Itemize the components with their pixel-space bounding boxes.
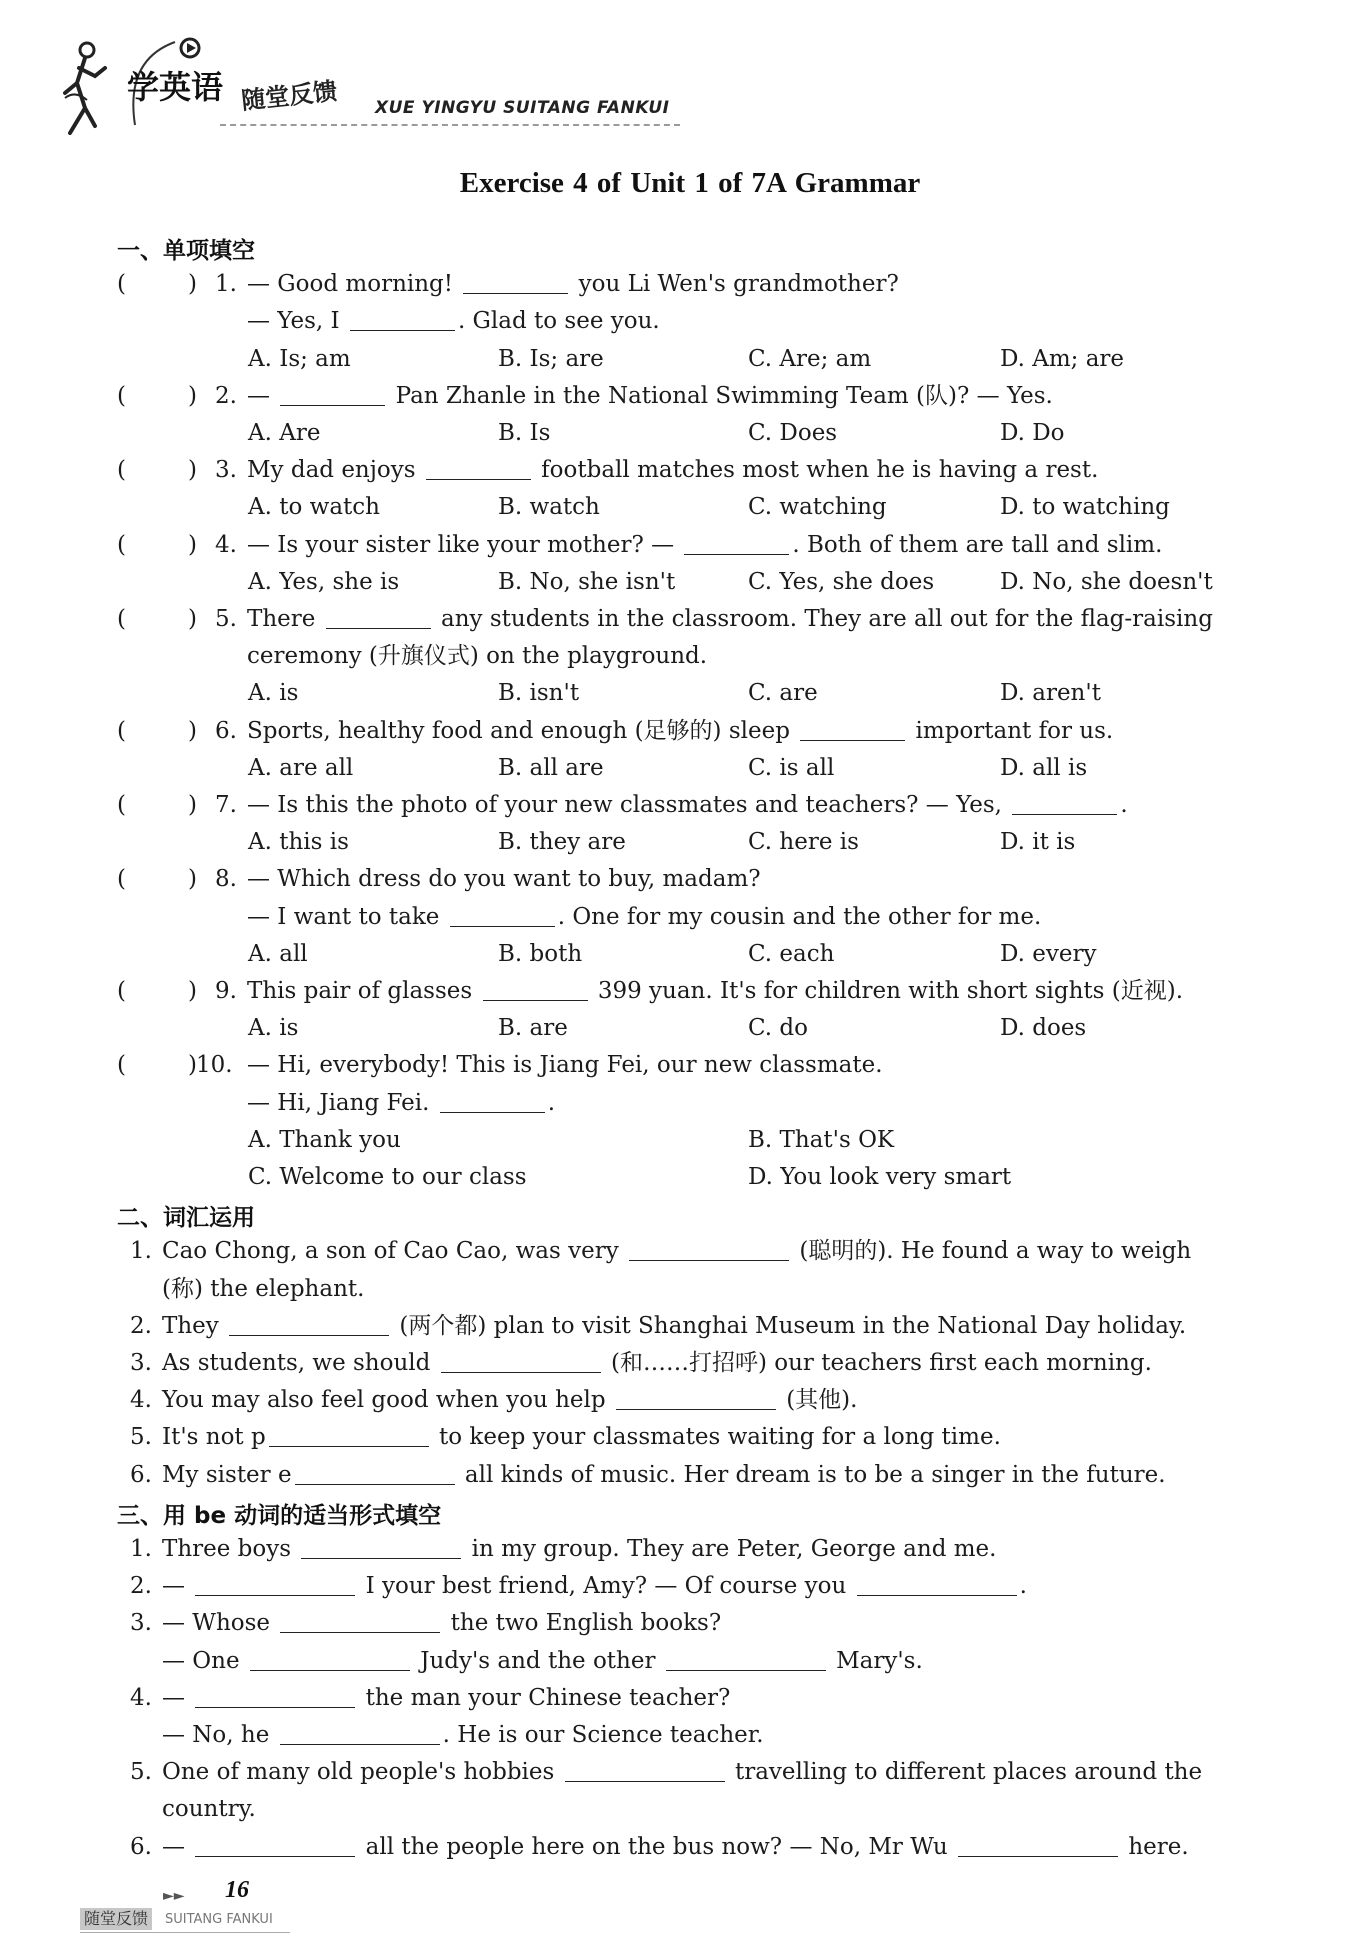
item-number: 4. <box>130 1387 152 1414</box>
line-text: You may also feel good when you help <box>162 1387 613 1414</box>
line-text: — <box>162 1573 193 1600</box>
answer-blank[interactable] <box>483 978 588 1001</box>
line-text: (和……打招呼) our teachers first each morning. <box>603 1350 1152 1376</box>
answer-box[interactable] <box>132 716 182 746</box>
brand-chinese: 学英语 <box>127 68 224 106</box>
line-text: . Glad to see you. <box>457 308 660 335</box>
question-text <box>247 455 1098 485</box>
answer-paren-left: ( <box>117 978 126 1004</box>
item-text <box>162 1534 996 1564</box>
option[interactable]: D. every <box>1000 940 1097 967</box>
answer-paren-right: ) <box>188 457 197 484</box>
line-text: . Both of them are tall and slim. <box>792 531 1163 558</box>
option[interactable]: D. aren't <box>1000 680 1101 707</box>
answer-blank[interactable] <box>857 1573 1017 1596</box>
question-text <box>247 864 761 894</box>
line-text: to keep your classmates waiting for a long time. <box>431 1424 1001 1451</box>
line-text: travelling to different places around the <box>727 1759 1203 1786</box>
line-text: any students in the classroom. They are all out for the flag-raising <box>433 606 1213 632</box>
option[interactable]: B. all are <box>498 754 604 781</box>
option[interactable]: A. Yes, she is <box>248 568 400 595</box>
answer-blank[interactable] <box>565 1759 725 1782</box>
item-text <box>162 1274 364 1304</box>
option[interactable]: B. Is; are <box>498 345 604 372</box>
answer-box[interactable] <box>132 269 182 299</box>
line-text: — One <box>162 1647 247 1674</box>
line-text: important for us. <box>908 717 1114 744</box>
option[interactable]: B. No, she isn't <box>498 568 676 595</box>
option[interactable]: C. are <box>748 680 818 707</box>
answer-blank[interactable] <box>958 1834 1118 1857</box>
line-text: Cao Chong, a son of Cao Cao, was very <box>162 1238 627 1265</box>
brand-english: XUE YINGYU SUITANG FANKUI <box>375 98 670 118</box>
answer-paren-right: ) <box>188 531 197 558</box>
option[interactable]: C. Welcome to our class <box>248 1164 527 1190</box>
item-text <box>162 1348 1152 1378</box>
line-text: Three boys <box>162 1536 299 1562</box>
question-number: 7. <box>215 792 237 818</box>
answer-blank[interactable] <box>280 1610 440 1633</box>
answer-blank[interactable] <box>250 1648 410 1671</box>
page-number: 16 <box>225 1877 249 1903</box>
option[interactable]: C. Yes, she does <box>748 568 935 595</box>
question-number: 8. <box>215 866 237 893</box>
line-text: One of many old people's hobbies <box>162 1759 562 1786</box>
answer-paren-right: ) <box>188 978 197 1004</box>
item-text <box>162 1646 923 1676</box>
line-text: Pan Zhanle in the National Swimming Team (队)? — Yes. <box>388 382 1053 409</box>
line-text: — Yes, I <box>247 308 347 335</box>
line-text: . <box>1019 1573 1027 1600</box>
answer-paren-left: ( <box>117 606 126 632</box>
option[interactable]: C. watching <box>748 494 887 521</box>
item-text <box>162 1571 1027 1601</box>
option[interactable]: C. each <box>748 940 835 967</box>
answer-paren-left: ( <box>117 382 126 409</box>
option[interactable]: D. does <box>1000 1015 1087 1042</box>
answer-blank[interactable] <box>616 1387 776 1410</box>
answer-blank[interactable] <box>463 271 568 294</box>
line-text: ceremony (升旗仪式) on the playground. <box>247 643 708 670</box>
line-text: — <box>162 1684 193 1711</box>
line-text: There <box>247 606 323 632</box>
item-text <box>162 1460 1166 1490</box>
line-text: . <box>547 1089 556 1116</box>
footer-badge: 随堂反馈 <box>80 1908 152 1930</box>
answer-box[interactable] <box>132 530 182 560</box>
section-heading: 三、用 be 动词的适当形式填空 <box>117 1502 442 1529</box>
question-number: 1. <box>215 271 237 298</box>
header-divider <box>220 124 680 126</box>
question-text <box>247 381 1053 411</box>
option[interactable]: B. are <box>498 1015 568 1042</box>
option[interactable]: D. Am; are <box>1000 345 1125 372</box>
line-text: 399 yuan. It's for children with short sights (近视). <box>590 978 1184 1004</box>
line-text: As students, we should <box>162 1350 438 1376</box>
question-text <box>247 530 1162 560</box>
answer-blank[interactable] <box>195 1685 355 1708</box>
line-text: — <box>162 1833 193 1860</box>
option[interactable]: A. are all <box>248 754 354 781</box>
line-text: . One for my cousin and the other for me. <box>557 903 1042 930</box>
option[interactable]: D. You look very smart <box>748 1164 1012 1190</box>
answer-paren-left: ( <box>117 717 126 744</box>
answer-box[interactable] <box>132 381 182 411</box>
line-text: — Is this the photo of your new classmates and teachers? — Yes, <box>247 792 1010 818</box>
footer-divider <box>80 1932 290 1933</box>
question-number: 6. <box>215 717 237 744</box>
line-text: My sister e <box>162 1461 292 1488</box>
answer-blank[interactable] <box>195 1573 355 1596</box>
item-text <box>162 1385 857 1415</box>
line-text: They <box>162 1312 227 1339</box>
item-number: 3. <box>130 1610 152 1637</box>
question-text <box>247 716 1113 746</box>
option[interactable]: A. is <box>248 1015 299 1042</box>
item-number: 6. <box>130 1461 152 1488</box>
answer-box[interactable] <box>132 604 182 634</box>
answer-paren-right: ) <box>188 382 197 409</box>
brand-chinese-sub: 随堂反馈 <box>240 77 339 115</box>
item-text <box>162 1757 1202 1787</box>
answer-paren-left: ( <box>117 792 126 818</box>
answer-box[interactable] <box>132 790 182 820</box>
answer-blank[interactable] <box>301 1536 461 1559</box>
question-number: 10. <box>196 1052 233 1079</box>
option[interactable]: C. is all <box>748 754 835 781</box>
line-text: . He is our Science teacher. <box>442 1722 764 1748</box>
line-text: all the people here on the bus now? — No, Mr Wu <box>358 1833 956 1860</box>
line-text: It's not p <box>162 1424 266 1451</box>
line-text: This pair of glasses <box>247 978 480 1004</box>
line-text: (聪明的). He found a way to weigh <box>792 1238 1192 1265</box>
question-number: 5. <box>215 606 237 632</box>
question-number: 9. <box>215 978 237 1004</box>
answer-blank[interactable] <box>1012 792 1117 815</box>
item-number: 3. <box>130 1350 152 1376</box>
answer-paren-left: ( <box>117 457 126 484</box>
answer-paren-left: ( <box>117 1052 126 1079</box>
answer-blank[interactable] <box>426 457 531 480</box>
page-title: Exercise 4 of Unit 1 of 7A Grammar <box>459 167 921 199</box>
answer-paren-left: ( <box>117 271 126 298</box>
answer-blank[interactable] <box>450 904 555 927</box>
line-text: (两个都) plan to visit Shanghai Museum in the National Day holiday. <box>392 1312 1187 1339</box>
line-text: Sports, healthy food and enough (足够的) sleep <box>247 717 798 744</box>
line-text: the man your Chinese teacher? <box>358 1684 731 1711</box>
line-text: Judy's and the other <box>412 1647 663 1674</box>
option[interactable]: C. Are; am <box>748 345 872 372</box>
question-text <box>247 604 1213 634</box>
line-text: Mary's. <box>828 1647 923 1674</box>
item-number: 6. <box>130 1833 152 1860</box>
line-text: — I want to take <box>247 903 447 930</box>
answer-paren-left: ( <box>117 531 126 558</box>
line-text: in my group. They are Peter, George and me. <box>464 1536 997 1562</box>
answer-blank[interactable] <box>269 1424 429 1447</box>
option[interactable]: D. it is <box>1000 829 1076 856</box>
line-text: (称) the elephant. <box>162 1275 365 1302</box>
answer-paren-right: ) <box>188 606 197 632</box>
answer-paren-right: ) <box>188 717 197 744</box>
option[interactable]: D. to watching <box>1000 494 1170 521</box>
answer-blank[interactable] <box>229 1313 389 1336</box>
answer-blank[interactable] <box>295 1462 455 1485</box>
answer-blank[interactable] <box>684 532 789 555</box>
answer-paren-right: ) <box>188 866 197 893</box>
answer-blank[interactable] <box>666 1648 826 1671</box>
option[interactable]: D. No, she doesn't <box>1000 568 1213 595</box>
answer-blank[interactable] <box>280 383 385 406</box>
question-text <box>247 1088 555 1118</box>
line-text: . <box>1120 792 1128 818</box>
question-text <box>247 976 1183 1006</box>
option[interactable]: B. Is <box>498 420 551 446</box>
option[interactable]: B. That's OK <box>748 1126 895 1153</box>
option[interactable]: A. Is; am <box>248 345 351 372</box>
line-text: I your best friend, Amy? — Of course you <box>358 1573 854 1600</box>
section-heading: 二、词汇运用 <box>117 1205 255 1232</box>
option[interactable]: A. Thank you <box>248 1126 401 1153</box>
item-number: 2. <box>130 1312 152 1339</box>
line-text: — Is your sister like your mother? — <box>247 531 682 558</box>
answer-box[interactable] <box>132 455 182 485</box>
item-number: 2. <box>130 1573 152 1600</box>
option[interactable]: A. this is <box>248 829 349 856</box>
answer-blank[interactable] <box>629 1238 789 1261</box>
question-text <box>247 790 1128 820</box>
answer-box[interactable] <box>132 976 182 1006</box>
answer-blank[interactable] <box>441 1350 601 1373</box>
answer-blank[interactable] <box>195 1834 355 1857</box>
answer-blank[interactable] <box>440 1090 545 1113</box>
line-text: country. <box>162 1796 256 1823</box>
line-text: — Hi, Jiang Fei. <box>247 1089 437 1116</box>
footer-arrows-icon: ►► <box>163 1888 185 1904</box>
line-text: My dad enjoys <box>247 457 423 484</box>
item-number: 5. <box>130 1424 152 1451</box>
option[interactable]: C. here is <box>748 829 859 856</box>
answer-blank[interactable] <box>350 308 455 331</box>
line-text: — Whose <box>162 1610 278 1637</box>
option[interactable]: A. to watch <box>248 494 380 521</box>
item-text <box>162 1832 1189 1862</box>
item-number: 4. <box>130 1684 152 1711</box>
line-text: here. <box>1121 1833 1189 1860</box>
footer-english: SUITANG FANKUI <box>165 1912 273 1927</box>
option[interactable]: D. all is <box>1000 754 1088 781</box>
question-number: 3. <box>215 457 237 484</box>
section-heading: 一、单项填空 <box>117 238 255 264</box>
item-number: 5. <box>130 1759 152 1786</box>
question-text <box>247 902 1041 932</box>
answer-paren-right: ) <box>188 1052 197 1079</box>
option[interactable]: B. watch <box>498 494 600 521</box>
option[interactable]: A. all <box>248 940 308 967</box>
answer-blank[interactable] <box>800 718 905 741</box>
answer-paren-right: ) <box>188 792 197 818</box>
line-text: — Good morning! <box>247 271 461 298</box>
item-text <box>162 1608 721 1638</box>
option[interactable]: D. Do <box>1000 420 1065 446</box>
option[interactable]: A. is <box>248 680 299 707</box>
line-text: — Hi, everybody! This is Jiang Fei, our new classmate. <box>247 1052 883 1079</box>
option[interactable]: A. Are <box>248 420 321 446</box>
item-text <box>162 1683 730 1713</box>
line-text: you Li Wen's grandmother? <box>571 271 899 298</box>
question-text <box>247 1050 883 1080</box>
answer-box[interactable] <box>132 1050 182 1080</box>
answer-blank[interactable] <box>280 1722 440 1745</box>
answer-blank[interactable] <box>326 606 431 629</box>
item-text <box>162 1236 1191 1266</box>
question-text <box>247 269 899 299</box>
header <box>55 30 675 140</box>
item-number: 1. <box>130 1536 152 1562</box>
item-number: 1. <box>130 1238 152 1265</box>
item-text <box>162 1720 764 1750</box>
answer-paren-left: ( <box>117 866 126 893</box>
item-text <box>162 1794 256 1824</box>
line-text: — No, he <box>162 1722 277 1748</box>
option[interactable]: B. isn't <box>498 680 580 707</box>
option[interactable]: C. do <box>748 1015 808 1042</box>
question-text <box>247 306 660 336</box>
line-text: the two English books? <box>443 1610 722 1637</box>
item-text <box>162 1311 1186 1341</box>
line-text: — Which dress do you want to buy, madam? <box>247 866 761 893</box>
option[interactable]: C. Does <box>748 420 838 446</box>
answer-paren-right: ) <box>188 271 197 298</box>
option[interactable]: B. both <box>498 940 583 967</box>
option[interactable]: B. they are <box>498 829 626 856</box>
answer-box[interactable] <box>132 864 182 894</box>
line-text: — <box>247 382 278 409</box>
question-number: 2. <box>215 382 237 409</box>
item-text <box>162 1422 1001 1452</box>
question-number: 4. <box>215 531 237 558</box>
line-text: all kinds of music. Her dream is to be a singer in the future. <box>457 1461 1166 1488</box>
question-text <box>247 641 707 671</box>
line-text: football matches most when he is having a rest. <box>533 457 1099 484</box>
line-text: (其他). <box>778 1387 858 1414</box>
